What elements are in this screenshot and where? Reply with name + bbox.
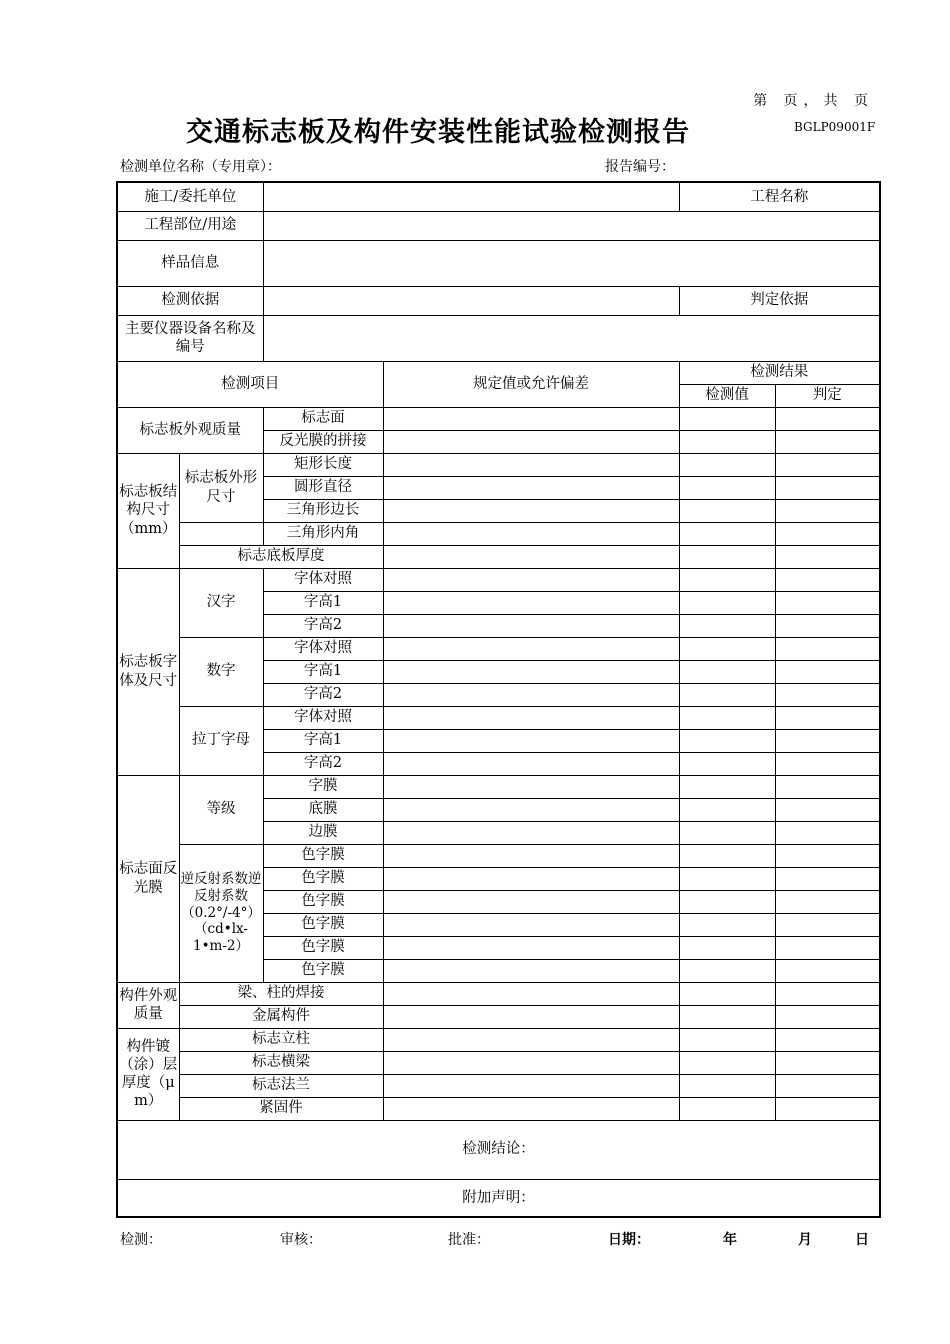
value-cell[interactable]	[679, 752, 775, 775]
spec-cell[interactable]	[383, 913, 679, 936]
row-grade: 等级	[179, 775, 263, 844]
row-hanzi: 汉字	[179, 568, 263, 637]
spec-cell[interactable]	[383, 959, 679, 982]
spec-cell[interactable]	[383, 430, 679, 453]
judge-cell[interactable]	[775, 867, 880, 890]
signature-footer	[120, 1229, 880, 1249]
judge-cell[interactable]	[775, 568, 880, 591]
value-cell[interactable]	[679, 959, 775, 982]
judge-cell[interactable]	[775, 890, 880, 913]
value-cell[interactable]	[679, 867, 775, 890]
judge-cell[interactable]	[775, 798, 880, 821]
value-cell[interactable]	[679, 706, 775, 729]
value-cell[interactable]	[679, 913, 775, 936]
value-cell[interactable]	[679, 591, 775, 614]
row-color-film: 色字膜	[263, 867, 383, 890]
row-color-film: 色字膜	[263, 936, 383, 959]
value-cell[interactable]	[679, 1074, 775, 1097]
row-metal: 金属构件	[179, 1005, 383, 1028]
judge-cell[interactable]	[775, 522, 880, 545]
judge-cell[interactable]	[775, 936, 880, 959]
judge-cell[interactable]	[775, 407, 880, 430]
client-field[interactable]	[263, 182, 679, 211]
row-film: 标志面反光膜	[117, 775, 179, 982]
spec-cell[interactable]	[383, 821, 679, 844]
row-height2: 字高2	[263, 752, 383, 775]
row-font-compare: 字体对照	[263, 568, 383, 591]
col-header-item: 检测项目	[117, 361, 383, 407]
value-cell[interactable]	[679, 798, 775, 821]
col-header-spec: 规定值或允许偏差	[383, 361, 679, 407]
spec-cell[interactable]	[383, 660, 679, 683]
judge-cell[interactable]	[775, 1028, 880, 1051]
row-beam: 标志横梁	[179, 1051, 383, 1074]
row-height1: 字高1	[263, 729, 383, 752]
judge-cell[interactable]	[775, 430, 880, 453]
row-digit: 数字	[179, 637, 263, 706]
empty-cell	[179, 522, 263, 545]
value-cell[interactable]	[679, 637, 775, 660]
row-component-appearance: 构件外观质量	[117, 982, 179, 1028]
row-font: 标志板字体及尺寸	[117, 568, 179, 775]
spec-cell[interactable]	[383, 1074, 679, 1097]
spec-cell[interactable]	[383, 499, 679, 522]
judge-cell[interactable]	[775, 821, 880, 844]
equipment-field[interactable]	[263, 315, 880, 361]
sample-info-field[interactable]	[263, 240, 880, 286]
project-part-field[interactable]	[263, 211, 880, 240]
row-font-compare: 字体对照	[263, 706, 383, 729]
row-base-thickness: 标志底板厚度	[179, 545, 383, 568]
row-latin: 拉丁字母	[179, 706, 263, 775]
value-cell[interactable]	[679, 729, 775, 752]
judge-cell[interactable]	[775, 453, 880, 476]
row-post: 标志立柱	[179, 1028, 383, 1051]
test-basis-label: 检测依据	[117, 286, 263, 315]
row-color-film: 色字膜	[263, 959, 383, 982]
judge-cell[interactable]	[775, 775, 880, 798]
judge-cell[interactable]	[775, 913, 880, 936]
judge-cell[interactable]	[775, 476, 880, 499]
value-cell[interactable]	[679, 614, 775, 637]
judge-cell[interactable]	[775, 752, 880, 775]
spec-cell[interactable]	[383, 1005, 679, 1028]
value-cell[interactable]	[679, 453, 775, 476]
spec-cell[interactable]	[383, 683, 679, 706]
spec-cell[interactable]	[383, 1051, 679, 1074]
spec-cell[interactable]	[383, 522, 679, 545]
value-cell[interactable]	[679, 407, 775, 430]
value-cell[interactable]	[679, 982, 775, 1005]
spec-cell[interactable]	[383, 407, 679, 430]
col-header-value: 检测值	[679, 384, 775, 407]
value-cell[interactable]	[679, 568, 775, 591]
spec-cell[interactable]	[383, 982, 679, 1005]
month-label: 月	[798, 1232, 812, 1248]
row-film-splice: 反光膜的拼接	[263, 430, 383, 453]
judge-cell[interactable]	[775, 982, 880, 1005]
row-char-film: 字膜	[263, 775, 383, 798]
year-label: 年	[723, 1232, 737, 1248]
spec-cell[interactable]	[383, 453, 679, 476]
row-triangle-angle: 三角形内角	[263, 522, 383, 545]
value-cell[interactable]	[679, 660, 775, 683]
judge-basis-label: 判定依据	[679, 286, 880, 315]
judge-cell[interactable]	[775, 844, 880, 867]
testing-unit-label: 检测单位名称（专用章）：	[120, 159, 281, 175]
judge-cell[interactable]	[775, 499, 880, 522]
row-panel-face: 标志面	[263, 407, 383, 430]
judge-cell[interactable]	[775, 706, 880, 729]
spec-cell[interactable]	[383, 614, 679, 637]
spec-cell[interactable]	[383, 729, 679, 752]
value-cell[interactable]	[679, 476, 775, 499]
judge-cell[interactable]	[775, 1005, 880, 1028]
value-cell[interactable]	[679, 1051, 775, 1074]
row-edge-film: 边膜	[263, 821, 383, 844]
judge-cell[interactable]	[775, 660, 880, 683]
form-code: BGLP09001F	[794, 120, 876, 134]
judge-cell[interactable]	[775, 591, 880, 614]
project-name-label: 工程名称	[679, 182, 880, 211]
row-appearance: 标志板外观质量	[117, 407, 263, 453]
spec-cell[interactable]	[383, 568, 679, 591]
row-height2: 字高2	[263, 614, 383, 637]
row-flange: 标志法兰	[179, 1074, 383, 1097]
value-cell[interactable]	[679, 1005, 775, 1028]
spec-cell[interactable]	[383, 706, 679, 729]
sample-info-label: 样品信息	[117, 240, 263, 286]
report-number-label: 报告编号：	[605, 159, 675, 175]
row-height1: 字高1	[263, 660, 383, 683]
judge-cell[interactable]	[775, 1074, 880, 1097]
spec-cell[interactable]	[383, 798, 679, 821]
value-cell[interactable]	[679, 1097, 775, 1120]
value-cell[interactable]	[679, 936, 775, 959]
row-color-film: 色字膜	[263, 913, 383, 936]
value-cell[interactable]	[679, 821, 775, 844]
judge-cell[interactable]	[775, 729, 880, 752]
col-header-result: 检测结果	[679, 361, 880, 384]
row-color-film: 色字膜	[263, 844, 383, 867]
date-label: 日期：	[608, 1232, 650, 1248]
judge-cell[interactable]	[775, 1051, 880, 1074]
report-table	[116, 181, 881, 1218]
value-cell[interactable]	[679, 499, 775, 522]
tester-label: 检测：	[120, 1232, 162, 1248]
client-label: 施工/委托单位	[117, 182, 263, 211]
value-cell[interactable]	[679, 430, 775, 453]
value-cell[interactable]	[679, 775, 775, 798]
spec-cell[interactable]	[383, 867, 679, 890]
test-basis-field[interactable]	[263, 286, 679, 315]
spec-cell[interactable]	[383, 752, 679, 775]
spec-cell[interactable]	[383, 1097, 679, 1120]
conclusion-field[interactable]: 检测结论：	[117, 1120, 880, 1179]
spec-cell[interactable]	[383, 1028, 679, 1051]
row-retro-coefficient: 逆反射系数逆反射系数（0.2°/-4°）（cd•lx-1•m-2）	[179, 844, 263, 982]
row-height2: 字高2	[263, 683, 383, 706]
day-label: 日	[855, 1232, 869, 1248]
row-rect-length: 矩形长度	[263, 453, 383, 476]
row-base-film: 底膜	[263, 798, 383, 821]
row-structure: 标志板结构尺寸（mm）	[117, 453, 179, 568]
row-height1: 字高1	[263, 591, 383, 614]
value-cell[interactable]	[679, 1028, 775, 1051]
row-font-compare: 字体对照	[263, 637, 383, 660]
row-fastener: 紧固件	[179, 1097, 383, 1120]
row-circle-diameter: 圆形直径	[263, 476, 383, 499]
page-number: 第 页，共 页	[753, 93, 874, 109]
report-title: 交通标志板及构件安装性能试验检测报告	[186, 117, 690, 148]
judge-cell[interactable]	[775, 637, 880, 660]
row-weld: 梁、柱的焊接	[179, 982, 383, 1005]
statement-field[interactable]: 附加声明：	[117, 1179, 880, 1217]
value-cell[interactable]	[679, 545, 775, 568]
judge-cell[interactable]	[775, 545, 880, 568]
row-triangle-side: 三角形边长	[263, 499, 383, 522]
spec-cell[interactable]	[383, 844, 679, 867]
value-cell[interactable]	[679, 844, 775, 867]
row-color-film: 色字膜	[263, 890, 383, 913]
row-coating: 构件镀（涂）层厚度（μ m）	[117, 1028, 179, 1120]
judge-cell[interactable]	[775, 614, 880, 637]
reviewer-label: 审核：	[280, 1232, 322, 1248]
row-outline: 标志板外形尺寸	[179, 453, 263, 522]
judge-cell[interactable]	[775, 1097, 880, 1120]
col-header-judge: 判定	[775, 384, 880, 407]
spec-cell[interactable]	[383, 775, 679, 798]
spec-cell[interactable]	[383, 545, 679, 568]
value-cell[interactable]	[679, 683, 775, 706]
spec-cell[interactable]	[383, 591, 679, 614]
value-cell[interactable]	[679, 890, 775, 913]
judge-cell[interactable]	[775, 683, 880, 706]
approver-label: 批准：	[448, 1232, 490, 1248]
spec-cell[interactable]	[383, 476, 679, 499]
value-cell[interactable]	[679, 522, 775, 545]
spec-cell[interactable]	[383, 637, 679, 660]
judge-cell[interactable]	[775, 959, 880, 982]
spec-cell[interactable]	[383, 936, 679, 959]
equipment-label: 主要仪器设备名称及编号	[117, 315, 263, 361]
spec-cell[interactable]	[383, 890, 679, 913]
project-part-label: 工程部位/用途	[117, 211, 263, 240]
